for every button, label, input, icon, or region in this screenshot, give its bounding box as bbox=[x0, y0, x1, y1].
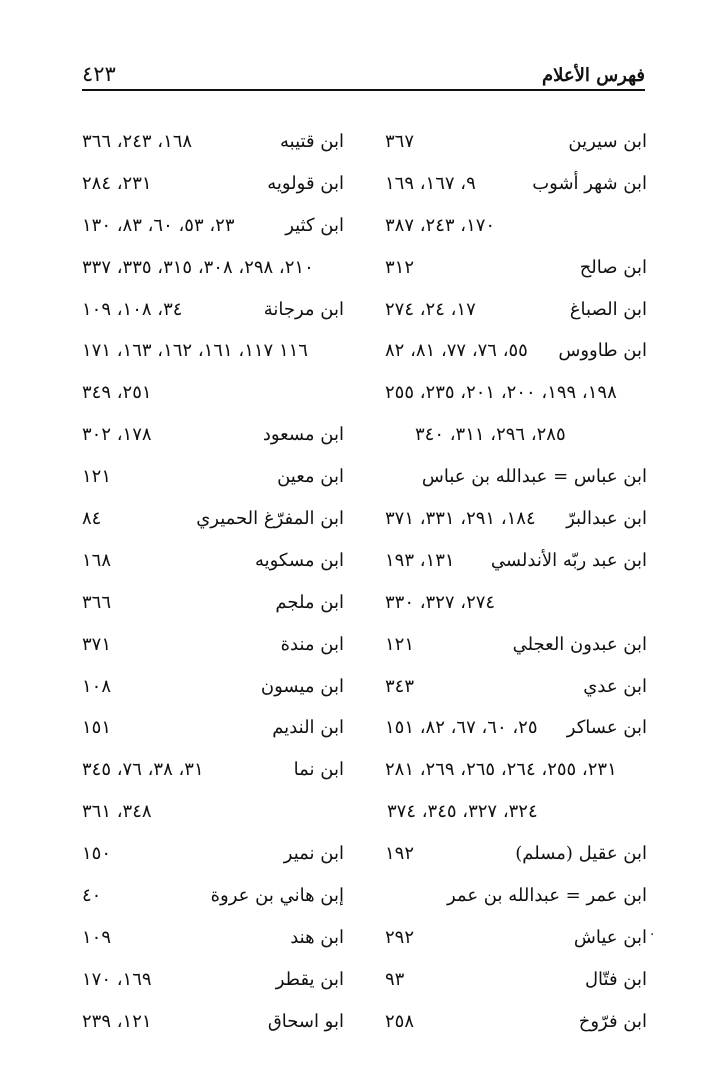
index-entry bbox=[82, 586, 344, 628]
entry-pages: ٢٩٢ bbox=[385, 926, 415, 948]
index-entry bbox=[82, 460, 344, 502]
entry-pages: ٢٥، ٦٠، ٦٧، ٨٢، ١٥١ bbox=[385, 717, 538, 739]
entry-name: ابن نمير bbox=[283, 843, 344, 865]
entry-pages: ١٦٨ bbox=[82, 549, 112, 571]
entry-pages: ١٠٩ bbox=[82, 926, 112, 948]
entry-pages: ٣١٢ bbox=[385, 256, 415, 278]
entry-pages: ١٦٨، ٢٤٣، ٣٦٦ bbox=[82, 131, 193, 152]
entry-name: ابن مسكويه bbox=[254, 549, 344, 571]
entry-pages: ٢٧٤، ٣٢٧، ٣٣٠ bbox=[385, 591, 496, 613]
entry-name: ابن عقيل (مسلم) bbox=[515, 843, 647, 865]
entry-pages: ٢١٠، ٢٩٨، ٣٠٨، ٣١٥، ٣٣٥، ٣٣٧ bbox=[82, 256, 314, 278]
index-entry-continuation bbox=[385, 753, 647, 795]
entry-name: ابن عساكر bbox=[566, 717, 647, 739]
entry-name: ابن مسعود bbox=[262, 424, 344, 446]
entry-name: ابن معين bbox=[277, 466, 344, 488]
page-number: ٤٢٣ bbox=[82, 62, 116, 86]
entry-name: ابن المفرّغ الحميري bbox=[196, 508, 344, 530]
entry-name: ابن يقطر bbox=[275, 968, 344, 990]
index-entry-continuation bbox=[385, 418, 647, 460]
index-entry bbox=[82, 167, 344, 209]
index-entry bbox=[385, 963, 647, 1005]
entry-name: ابن عدي bbox=[583, 675, 647, 697]
index-entry-continuation bbox=[385, 376, 647, 418]
entry-pages: ١٥١ bbox=[82, 717, 112, 739]
index-entry bbox=[385, 711, 647, 753]
index-entry bbox=[82, 628, 344, 670]
index-entry bbox=[385, 251, 647, 293]
index-entry bbox=[82, 418, 344, 460]
entry-pages: ٣٦٧ bbox=[385, 131, 415, 152]
entry-pages: ١٥٠ bbox=[82, 843, 112, 865]
entry-pages: ٣٤، ١٠٨، ١٠٩ bbox=[82, 298, 183, 320]
entry-pages: ١٣١، ١٩٣ bbox=[385, 549, 455, 571]
index-entry bbox=[385, 544, 647, 586]
index-entry bbox=[82, 670, 344, 712]
entry-name: ابن عبدون العجلي bbox=[512, 633, 647, 655]
entry-pages: ٣٤٣ bbox=[385, 675, 415, 697]
entry-pages: ٣٦٦ bbox=[82, 591, 112, 613]
entry-name: ابو اسحاق bbox=[267, 1010, 344, 1032]
entry-name: ابن عبدالبرّ bbox=[566, 508, 647, 530]
entry-pages: ٢٣١، ٢٥٥، ٢٦٤، ٢٦٥، ٢٦٩، ٢٨١ bbox=[385, 759, 617, 781]
page-header bbox=[82, 50, 645, 86]
entry-pages: ٩، ١٦٧، ١٦٩ bbox=[385, 172, 476, 194]
entry-pages: ١٩٢ bbox=[385, 843, 415, 865]
entry-pages: ١٢١ bbox=[82, 466, 112, 488]
entry-name: ابن ميسون bbox=[260, 675, 344, 697]
entry-name: ابن مندة bbox=[280, 633, 344, 655]
entry-name: ابن سيرين bbox=[568, 131, 647, 152]
entry-pages: ٢٨٥، ٢٩٦، ٣١١، ٣٤٠ bbox=[415, 424, 566, 446]
entry-name: ابن قولويه bbox=[267, 172, 344, 194]
entry-pages: ٥٥، ٧٦، ٧٧، ٨١، ٨٢ bbox=[385, 340, 528, 362]
index-entry bbox=[385, 670, 647, 712]
entry-pages: ٢٣١، ٢٨٤ bbox=[82, 172, 152, 194]
index-entry-continuation bbox=[385, 209, 647, 251]
entry-name: ابن الصباغ bbox=[569, 298, 647, 320]
entry-pages: ٩٣ bbox=[385, 968, 405, 990]
entry-name: ابن النديم bbox=[272, 717, 344, 739]
index-entry-continuation bbox=[385, 795, 647, 837]
entry-pages: ٣١، ٣٨، ٧٦، ٣٤٥ bbox=[82, 759, 204, 781]
entry-pages: ١٧٨، ٣٠٢ bbox=[82, 424, 152, 446]
entry-pages: ١٢١، ٢٣٩ bbox=[82, 1010, 152, 1032]
entry-pages: ٢٣، ٥٣، ٦٠، ٨٣، ١٣٠ bbox=[82, 214, 235, 236]
index-entry bbox=[385, 628, 647, 670]
index-entry bbox=[82, 711, 344, 753]
entry-name: ابن نما bbox=[293, 759, 344, 781]
index-entry-continuation bbox=[82, 334, 344, 376]
index-entry bbox=[82, 544, 344, 586]
entry-name: ابن عمر = عبدالله بن عمر bbox=[447, 885, 647, 907]
index-entry-continuation bbox=[82, 251, 344, 293]
stray-mark: · bbox=[650, 927, 655, 943]
entry-pages: ١٧، ٢٤، ٢٧٤ bbox=[385, 298, 476, 320]
header-rule bbox=[82, 89, 645, 91]
index-entry-cross-ref bbox=[385, 460, 647, 502]
index-entry bbox=[385, 167, 647, 209]
entry-name: ابن قتيبه bbox=[280, 131, 344, 152]
index-entry-cross-ref bbox=[385, 879, 647, 921]
entry-name: ابن عياش bbox=[573, 926, 647, 948]
index-entry bbox=[385, 837, 647, 879]
entry-pages: ١٨٤، ٢٩١، ٣٣١، ٣٧١ bbox=[385, 508, 536, 530]
entry-name: ابن فتّال bbox=[584, 968, 647, 990]
index-entry bbox=[82, 963, 344, 1005]
entry-name: ابن مرجانة bbox=[263, 298, 344, 320]
entry-pages: ٢٥٨ bbox=[385, 1010, 415, 1032]
entry-pages: ١٩٨، ١٩٩، ٢٠٠، ٢٠١، ٢٣٥، ٢٥٥ bbox=[385, 382, 617, 404]
entry-pages: ٣٧١ bbox=[82, 633, 112, 655]
entry-name: ابن طاووس bbox=[558, 340, 647, 362]
index-column-right bbox=[385, 125, 647, 1047]
entry-name: ابن ملجم bbox=[275, 591, 344, 613]
index-entry bbox=[82, 293, 344, 335]
entry-pages: ٤٠ bbox=[82, 885, 102, 907]
index-entry bbox=[82, 921, 344, 963]
entry-pages: ١٢١ bbox=[385, 633, 415, 655]
index-entry bbox=[82, 753, 344, 795]
entry-name: ابن صالح bbox=[579, 256, 647, 278]
index-entry bbox=[385, 1005, 647, 1047]
entry-name: ابن عبد ربّه الأندلسي bbox=[490, 549, 647, 571]
index-entry-continuation bbox=[385, 586, 647, 628]
entry-pages: ١٦٩، ١٧٠ bbox=[82, 968, 152, 990]
index-entry-continuation bbox=[82, 376, 344, 418]
index-entry bbox=[82, 879, 344, 921]
entry-pages: ١٠٨ bbox=[82, 675, 112, 697]
index-entry bbox=[385, 921, 647, 963]
index-entry bbox=[82, 837, 344, 879]
index-entry bbox=[82, 125, 344, 167]
entry-name: ابن هند bbox=[290, 926, 344, 948]
index-entry bbox=[385, 293, 647, 335]
index-entry bbox=[82, 209, 344, 251]
index-column-left bbox=[82, 125, 344, 1047]
entry-pages: ٨٤ bbox=[82, 508, 102, 530]
index-entry bbox=[385, 125, 647, 167]
index-entry-continuation bbox=[82, 795, 344, 837]
entry-name: إبن هاني بن عروة bbox=[210, 885, 344, 907]
index-entry bbox=[385, 502, 647, 544]
running-title: فهرس الأعلام bbox=[542, 65, 645, 86]
index-entry bbox=[82, 502, 344, 544]
entry-name: ابن عباس = عبدالله بن عباس bbox=[421, 466, 647, 488]
index-entry bbox=[385, 334, 647, 376]
entry-pages: ٣٢٤، ٣٢٧، ٣٤٥، ٣٧٤ bbox=[387, 801, 538, 823]
index-entry bbox=[82, 1005, 344, 1047]
entry-pages: ٣٤٨، ٣٦١ bbox=[82, 801, 152, 823]
entry-pages: ١١٦ ١١٧، ١٦١، ١٦٢، ١٦٣، ١٧١ bbox=[82, 340, 308, 362]
entry-pages: ٢٥١، ٣٤٩ bbox=[82, 382, 152, 404]
entry-name: ابن فرّوخ bbox=[578, 1010, 647, 1032]
entry-name: ابن شهر أشوب bbox=[532, 172, 647, 194]
entry-pages: ١٧٠، ٢٤٣، ٣٨٧ bbox=[385, 214, 496, 236]
entry-name: ابن كثير bbox=[285, 214, 344, 236]
